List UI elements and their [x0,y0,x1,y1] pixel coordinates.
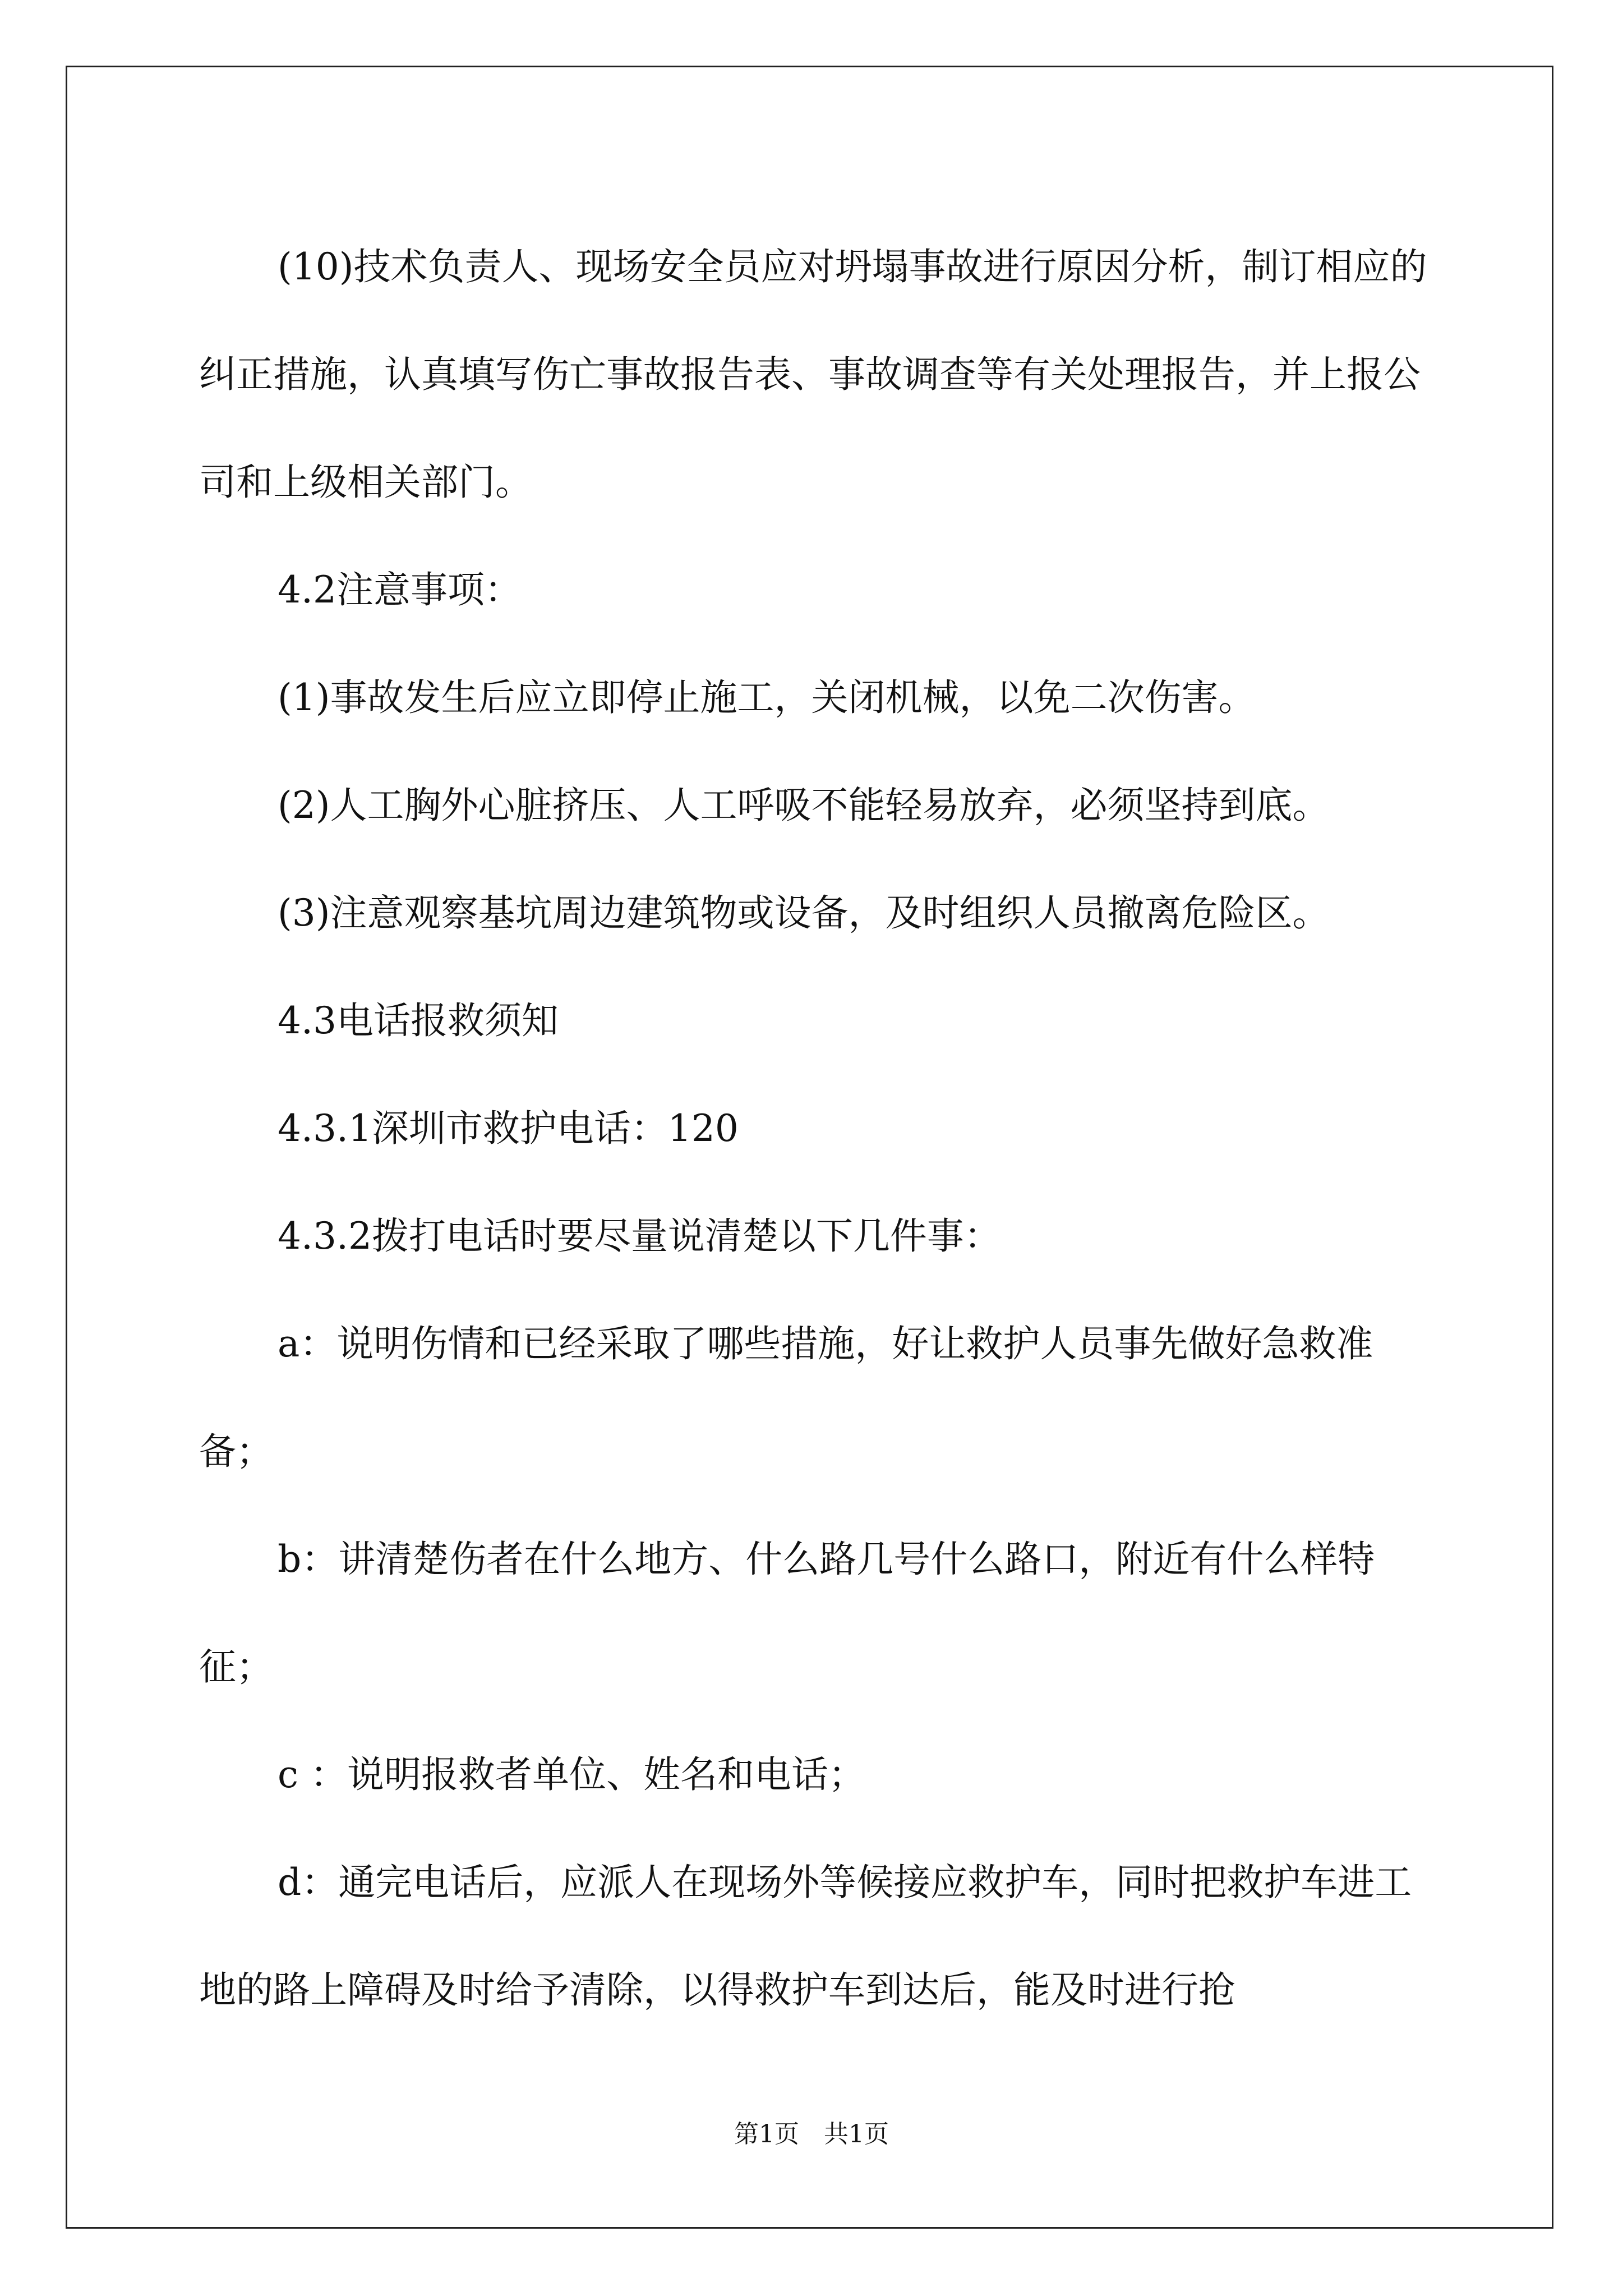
paragraph-emergency-number: 4.3.1深圳市救护电话：120 [278,1107,739,1150]
document-body [199,213,1438,2044]
heading-precautions: 4.2注意事项： [278,568,522,611]
paragraph-precaution-3: (3)注意观察基坑周边建筑物或设备，及时组织人员撤离危险区。 [278,891,1330,935]
paragraph-item-b: b：讲清楚伤者在什么地方、什么路几号什么路口，附近有什么样特征； [199,1538,1375,1688]
paragraph-precaution-1: (1)事故发生后应立即停止施工，关闭机械，以免二次伤害。 [278,676,1256,719]
paragraph-call-instructions: 4.3.2拨打电话时要尽量说清楚以下几件事： [278,1214,1001,1258]
page-number-footer: 第1页 共1页 [734,2120,889,2148]
heading-emergency-call: 4.3电话报救须知 [278,999,559,1042]
paragraph-accident-analysis: (10)技术负责人、现场安全员应对坍塌事故进行原因分析，制订相应的纠正措施，认真填写伤亡事故报告表、事故调查等有关处理报告，并上报公司和上级相关部门。 [199,245,1427,504]
paragraph-precaution-2: (2)人工胸外心脏挤压、人工呼吸不能轻易放弃，必须坚持到底。 [278,784,1330,827]
paragraph-item-c: c ：说明报救者单位、姓名和电话； [278,1753,865,1796]
paragraph-item-a: a：说明伤情和已经采取了哪些措施，好让救护人员事先做好急救准备； [199,1322,1373,1473]
paragraph-item-d: d：通完电话后，应派人在现场外等候接应救护车，同时把救护车进工地的路上障碍及时给予清除，以得救护车到达后，能及时进行抢 [199,1861,1412,2012]
